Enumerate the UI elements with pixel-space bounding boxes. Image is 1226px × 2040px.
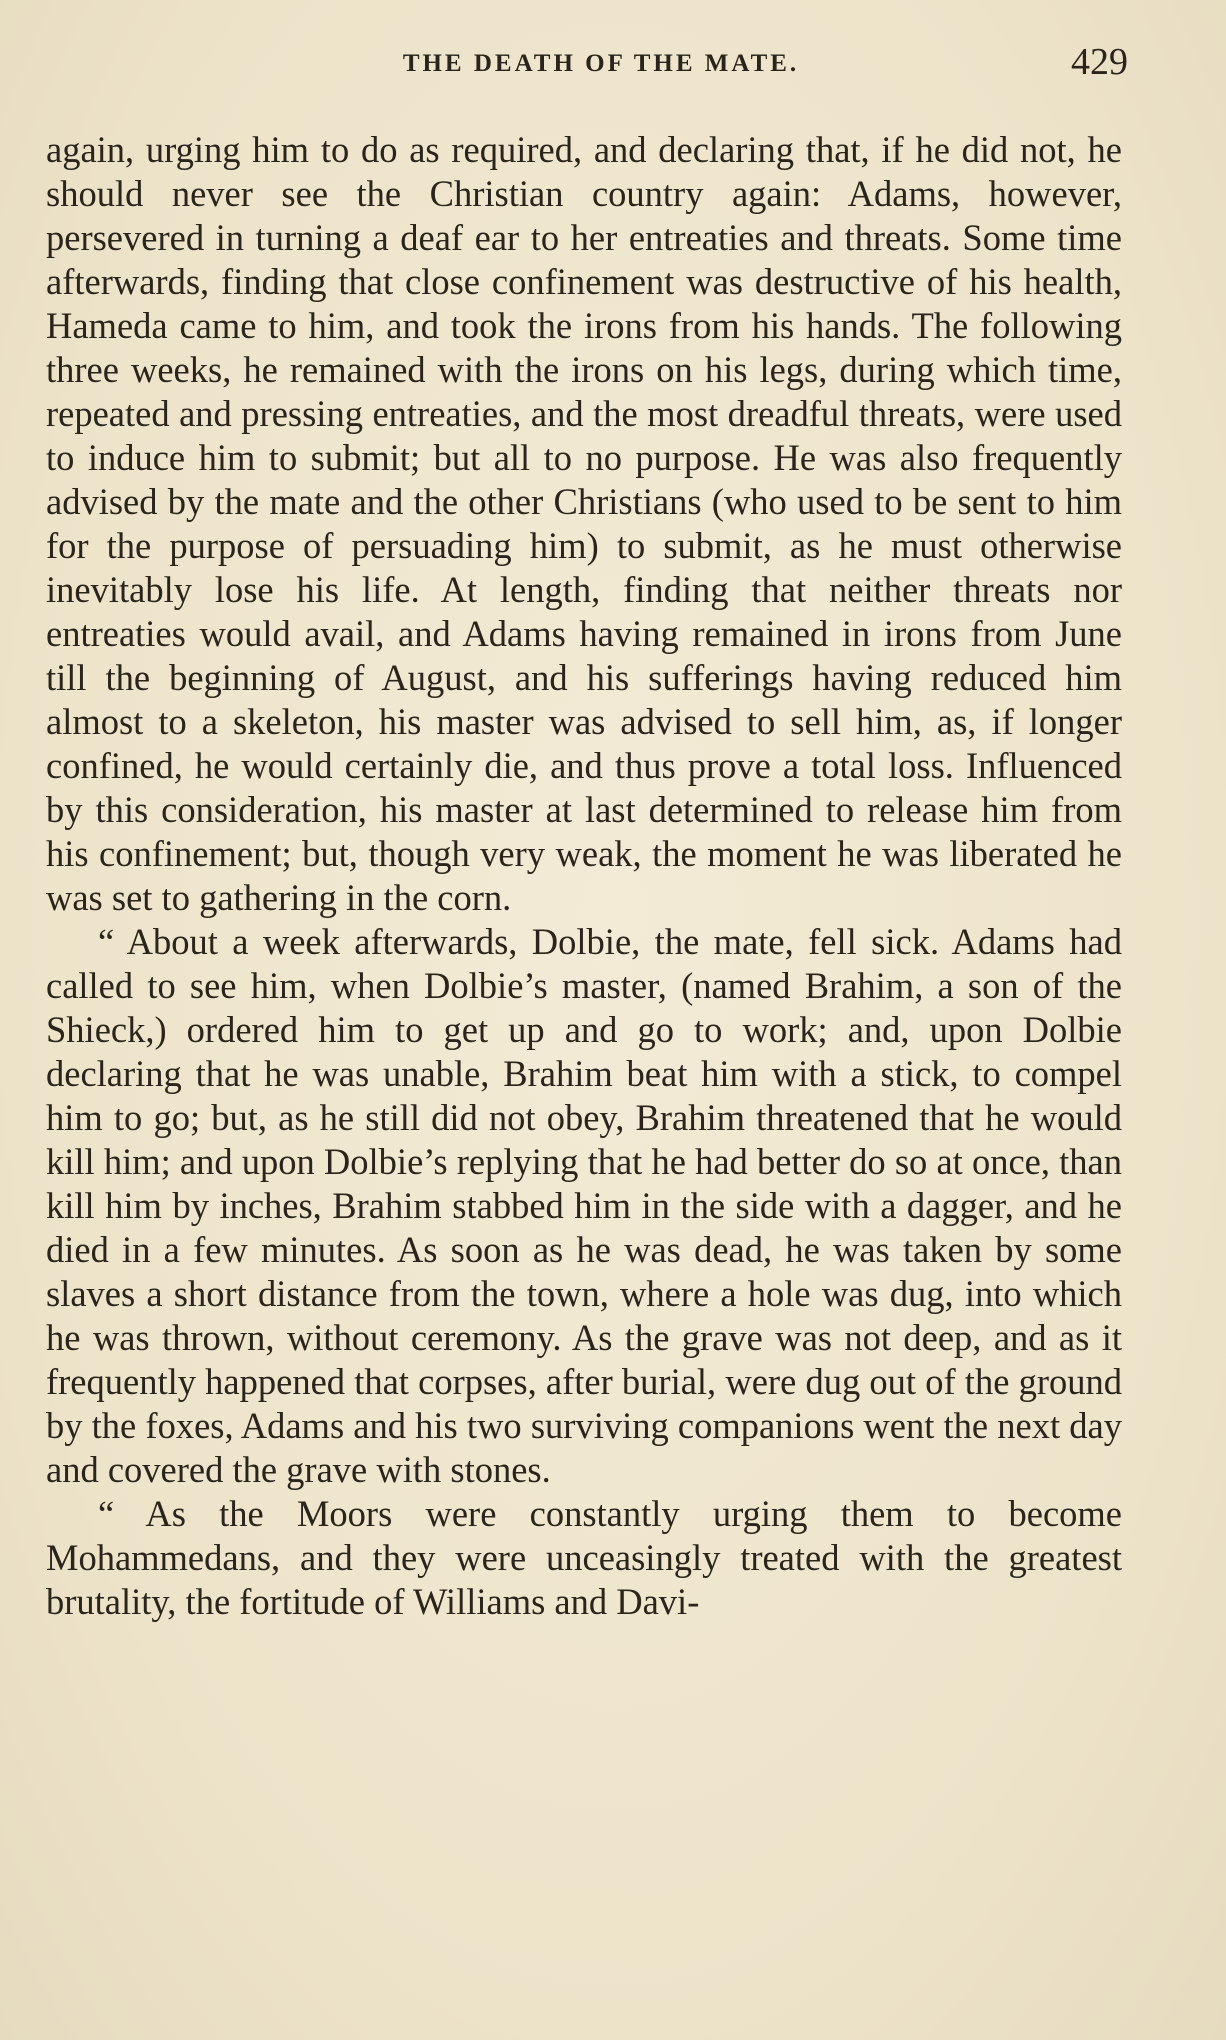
paragraph: “ As the Moors were constantly urging them to become Mohammedans, and they were unceasingly treated with the greatest brutality, the fortitude of Williams and Davi- (46, 1493, 1122, 1622)
paragraph: “ About a week afterwards, Dolbie, the mate, fell sick. Adams had called to see him, when Dolbie’s master, (named Brahim, a son of the Shieck,) ordered him to get up and go to work; and, upon Dolbie declaring that he was unable, Brahim beat him with a stick, to compel him to go; but, as he still did not obey, Brahim threatened that he would kill him; and upon Dolbie’s replying that he had better do so at once, than kill him by inches, Brahim stabbed him in the side with a dagger, and he died in a few minutes. As soon as he was dead, he was taken by some slaves a short distance from the town, where a hole was dug, into which he was thrown, without ceremony. As the grave was not deep, and as it frequently happened that corpses, after burial, were dug out of the ground by the foxes, Adams and his two surviving companions went the next day and covered the grave with stones. (46, 921, 1122, 1490)
running-title: THE DEATH OF THE MATE. (402, 50, 800, 77)
page-number: 429 (1071, 41, 1128, 83)
page-header (46, 40, 1126, 90)
paragraph: again, urging him to do as required, and declaring that, if he did not, he should never see the Christian country again: Adams, however, persevered in turning a deaf ear to her entreaties and threats. Some time afterwards, finding that close confinement was destructive of his health, Hameda came to him, and took the irons from his hands. The following three weeks, he remained with the irons on his legs, during which time, repeated and pressing entreaties, and the most dreadful threats, were used to induce him to submit; but all to no purpose. He was also frequently advised by the mate and the other Christians (who used to be sent to him for the purpose of persuading him) to submit, as he must otherwise inevitably lose his life. At length, finding that neither threats nor entreaties would avail, and Adams having remained in irons from June till the beginning of August, and his sufferings having reduced him almost to a skeleton, his master was advised to sell him, as, if longer confined, he would certainly die, and thus prove a total loss. Influenced by this consideration, his master at last determined to release him from his confinement; but, though very weak, the moment he was liberated he was set to gathering in the corn. (46, 129, 1122, 918)
body-text (46, 128, 1122, 1624)
